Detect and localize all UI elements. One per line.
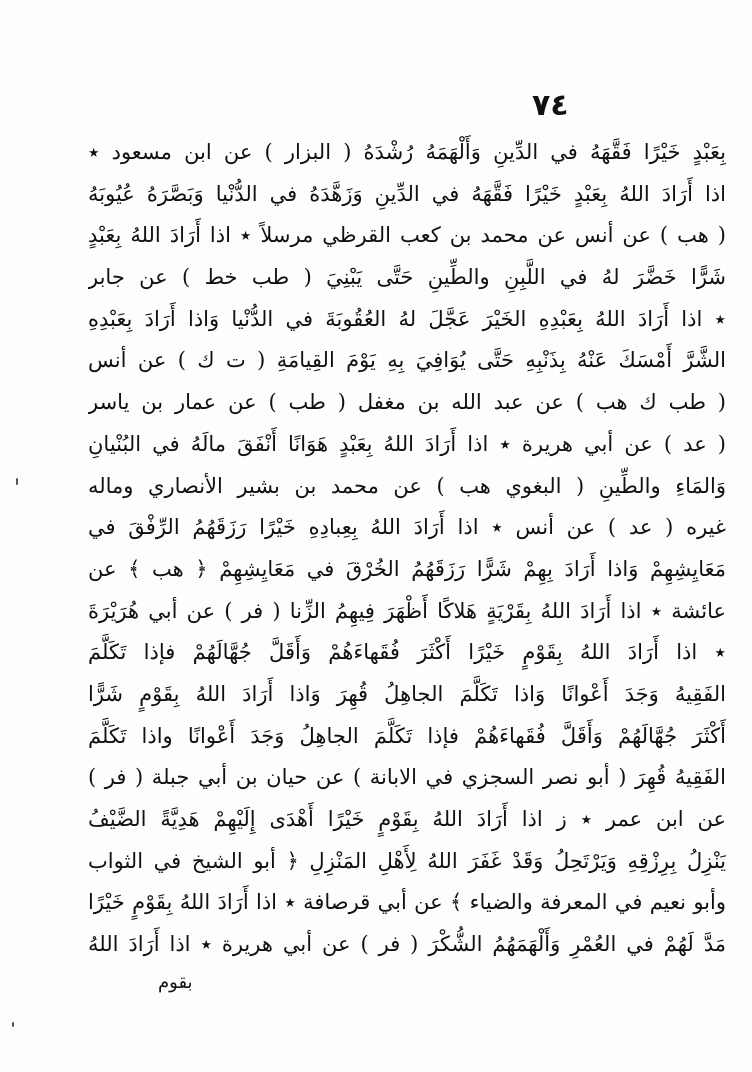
text-line: ( هب ) عن أنس عن محمد بن كعب القرظي مرسلاً ٭ اذا أَرَادَ اللهُ بِعَبْدٍ <box>88 223 726 248</box>
text-line: وَالمَاءِ والطِّينِ ( البغوي هب ) عن محمد بن بشير الأنصاري وماله <box>88 473 726 498</box>
text-line: عائشة ٭ اذا أَرَادَ اللهُ بِقَرْيَةٍ هَلاكًا أَظْهَرَ فِيهِمُ الزِّنا ( فر ) عن أبي هُرَيْرَةَ <box>88 598 726 623</box>
catchword: بقوم <box>158 972 193 993</box>
text-line: ٭ اذا أَرَادَ اللهُ بِعَبْدِهِ الخَيْرَ عَجَّلَ لهُ العُقُوبَةَ في الدُّنْيا وَاذا أَرَادَ بِعَبْدِهِ <box>88 306 726 331</box>
text-line: ( عد ) عن أبي هريرة ٭ اذا أَرَادَ اللهُ بِعَبْدٍ هَوَانًا أَنْفَقَ مالَهُ في البُنْيانِ <box>88 431 726 456</box>
text-line: اذا أَرَادَ اللهُ بِعَبْدٍ خَيْرًا فَقَّهَهُ في الدِّينِ وَزَهَّدَهُ في الدُّنْيا وَبَصَّرَهُ عُيُوبَهُ <box>88 181 726 206</box>
scan-mark <box>12 1022 14 1027</box>
text-line: مَدَّ لَهُمْ في العُمْرِ وَأَلْهَمَهُمُ الشُّكْرَ ( فر ) عن أبي هريرة ٭ اذا أَرَادَ اللهُ <box>88 932 726 957</box>
text-line: الفَقِيهُ قُهِرَ ( أبو نصر السجزي في الابانة ) عن حيان بن أبي جبلة ( فر ) <box>88 765 726 790</box>
text-line: غيره ( عد ) عن أنس ٭ اذا أَرَادَ اللهُ بِعِبادِهِ خَيْرًا رَزَقَهُمُ الرِّفْقَ في <box>88 515 726 540</box>
text-line: الفَقِيهُ وَجَدَ أَعْوانًا وَاذا تَكَلَّمَ الجاهِلُ قُهِرَ وَاذا أَرَادَ اللهُ بِقَوْمٍ شَرًّا <box>88 681 726 706</box>
text-line: شَرًّا خَضَّرَ لهُ في اللَّبِنِ والطِّينِ حَتَّى يَبْنِيَ ( طب خط ) عن جابر <box>88 265 726 290</box>
text-line: وأبو نعيم في المعرفة والضياء ﴾ عن أبي قرصافة ٭ اذا أَرَادَ اللهُ بِقَوْمٍ خَيْرًا <box>88 890 726 915</box>
text-line: يَنْزِلُ بِرِزْقِهِ وَيَرْتَحِلُ وَقَدْ غَفَرَ اللهُ لِأَهْلِ المَنْزِلِ ﴿ أبو الشيخ في الثواب <box>88 848 726 873</box>
text-line: ( طب ك هب ) عن عبد الله بن مغفل ( طب ) عن عمار بن ياسر <box>88 390 726 415</box>
text-line: عن ابن عمر ٭ ز اذا أَرَادَ اللهُ بِقَوْمٍ خَيْرًا أَهْدَى إِلَيْهِمْ هَدِيَّةً الضَّيْفُ <box>88 807 726 831</box>
text-line: ٭ اذا أَرَادَ اللهُ بِقَوْمٍ خَيْرًا أَكْثَرَ فُقَهاءَهُمْ وَأَقَلَّ جُهَّالَهُمْ فإذا تَكَلَّمَ <box>88 640 726 665</box>
text-line: أَكْثَرَ جُهَّالَهُمْ وَأَقَلَّ فُقَهاءَهُمْ فإذا تَكَلَّمَ الجاهِلُ وَجَدَ أَعْوانًا واذا تَكَلَّمَ <box>88 723 726 748</box>
page-number: ٧٤ <box>532 88 569 123</box>
text-line: مَعَايِشِهِمْ وَاذا أَرَادَ بِهِمْ شَرًّا رَزَقَهُمُ الخُرْقَ في مَعَايِشِهِمْ ﴿ هب ﴾ عن <box>88 556 726 581</box>
scan-mark <box>16 478 18 485</box>
text-line: بِعَبْدٍ خَيْرًا فَقَّهَهُ في الدِّينِ وَأَلْهَمَهُ رُشْدَهُ ( البزار ) عن ابن مسعود ٭ <box>88 140 726 164</box>
text-line: الشَّرَّ أَمْسَكَ عَنْهُ بِذَنْبِهِ حَتَّى يُوَافِيَ بِهِ يَوْمَ القِيامَةِ ( ت ك ) عن أنس <box>88 348 726 373</box>
body-text <box>88 132 726 966</box>
